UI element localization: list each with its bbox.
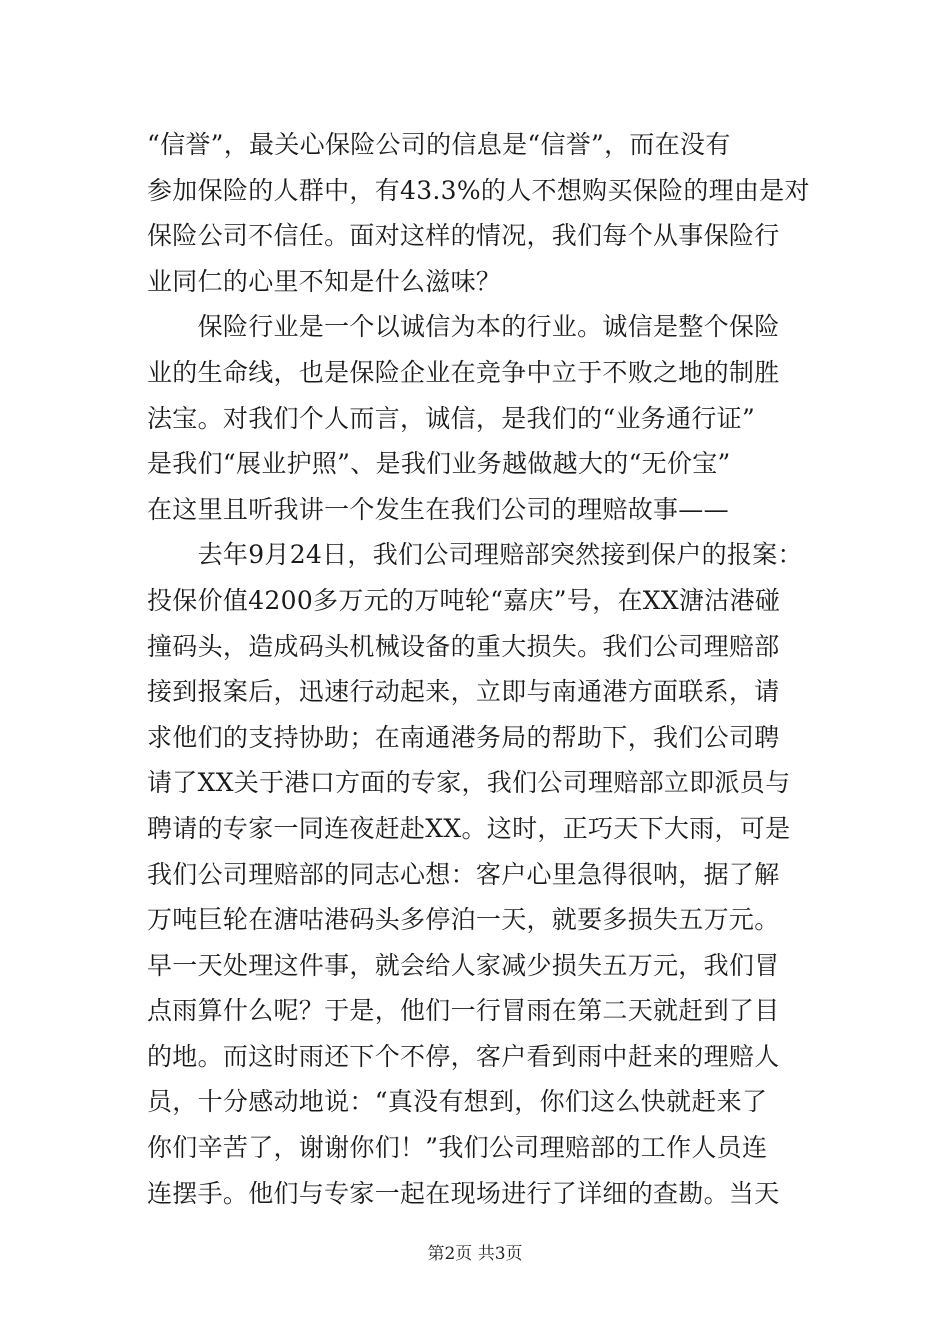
text-line: 请了XX关于港口方面的专家，我们公司理赔部立即派员与 — [147, 768, 791, 798]
text-line: 的地。而这时雨还下个不停，客户看到雨中赶来的理赔人 — [147, 1041, 780, 1071]
text-line: 业同仁的心里不知是什么滋味？ — [147, 266, 502, 296]
page-number-footer: 第2页 共3页 — [427, 1244, 523, 1264]
text-line: 业的生命线，也是保险企业在竞争中立于不败之地的制胜 — [147, 357, 780, 387]
text-line: 我们公司理赔部的同志心想：客户心里急得很呐，据了解 — [147, 859, 780, 889]
text-line: 连摆手。他们与专家一起在现场进行了详细的查勘。当天 — [147, 1178, 780, 1208]
text-line: 在这里且听我讲一个发生在我们公司的理赔故事—— — [147, 494, 729, 524]
text-line: 保险公司不信任。面对这样的情况，我们每个从事保险行 — [147, 221, 780, 251]
text-line: 去年9月24日，我们公司理赔部突然接到保户的报案： — [147, 540, 803, 570]
text-line: 你们辛苦了，谢谢你们！”我们公司理赔部的工作人员连 — [147, 1133, 768, 1163]
text-line: 撞码头，造成码头机械设备的重大损失。我们公司理赔部 — [147, 631, 780, 661]
text-line: 法宝。对我们个人而言，诚信，是我们的“业务通行证” — [147, 403, 756, 433]
text-line: 万吨巨轮在溏咕港码头多停泊一天，就要多损失五万元。 — [147, 905, 780, 935]
text-line: 早一天处理这件事，就会给人家减少损失五万元，我们冒 — [147, 950, 780, 980]
text-line: 保险行业是一个以诚信为本的行业。诚信是整个保险 — [147, 312, 780, 342]
text-line: 点雨算什么呢？于是，他们一行冒雨在第二天就赶到了目 — [147, 996, 780, 1026]
text-line: 求他们的支持协助；在南通港务局的帮助下，我们公司聘 — [147, 722, 780, 752]
text-line: 员，十分感动地说：“真没有想到，你们这么快就赶来了 — [147, 1087, 768, 1117]
text-line: 是我们“展业护照”、是我们业务越做越大的“无价宝” — [147, 449, 731, 479]
text-line: 聘请的专家一同连夜赶赴XX。这时，正巧天下大雨，可是 — [147, 813, 791, 843]
text-line: 参加保险的人群中，有43.3%的人不想购买保险的理由是对 — [147, 175, 810, 205]
body-text — [147, 122, 817, 1216]
text-line: 接到报案后，迅速行动起来，立即与南通港方面联系，请 — [147, 677, 780, 707]
text-line: 投保价值4200多万元的万吨轮“嘉庆”号，在XX溏沽港碰 — [147, 585, 781, 615]
text-line: “信誉”，最关心保险公司的信息是“信誉”，而在没有 — [147, 130, 731, 159]
